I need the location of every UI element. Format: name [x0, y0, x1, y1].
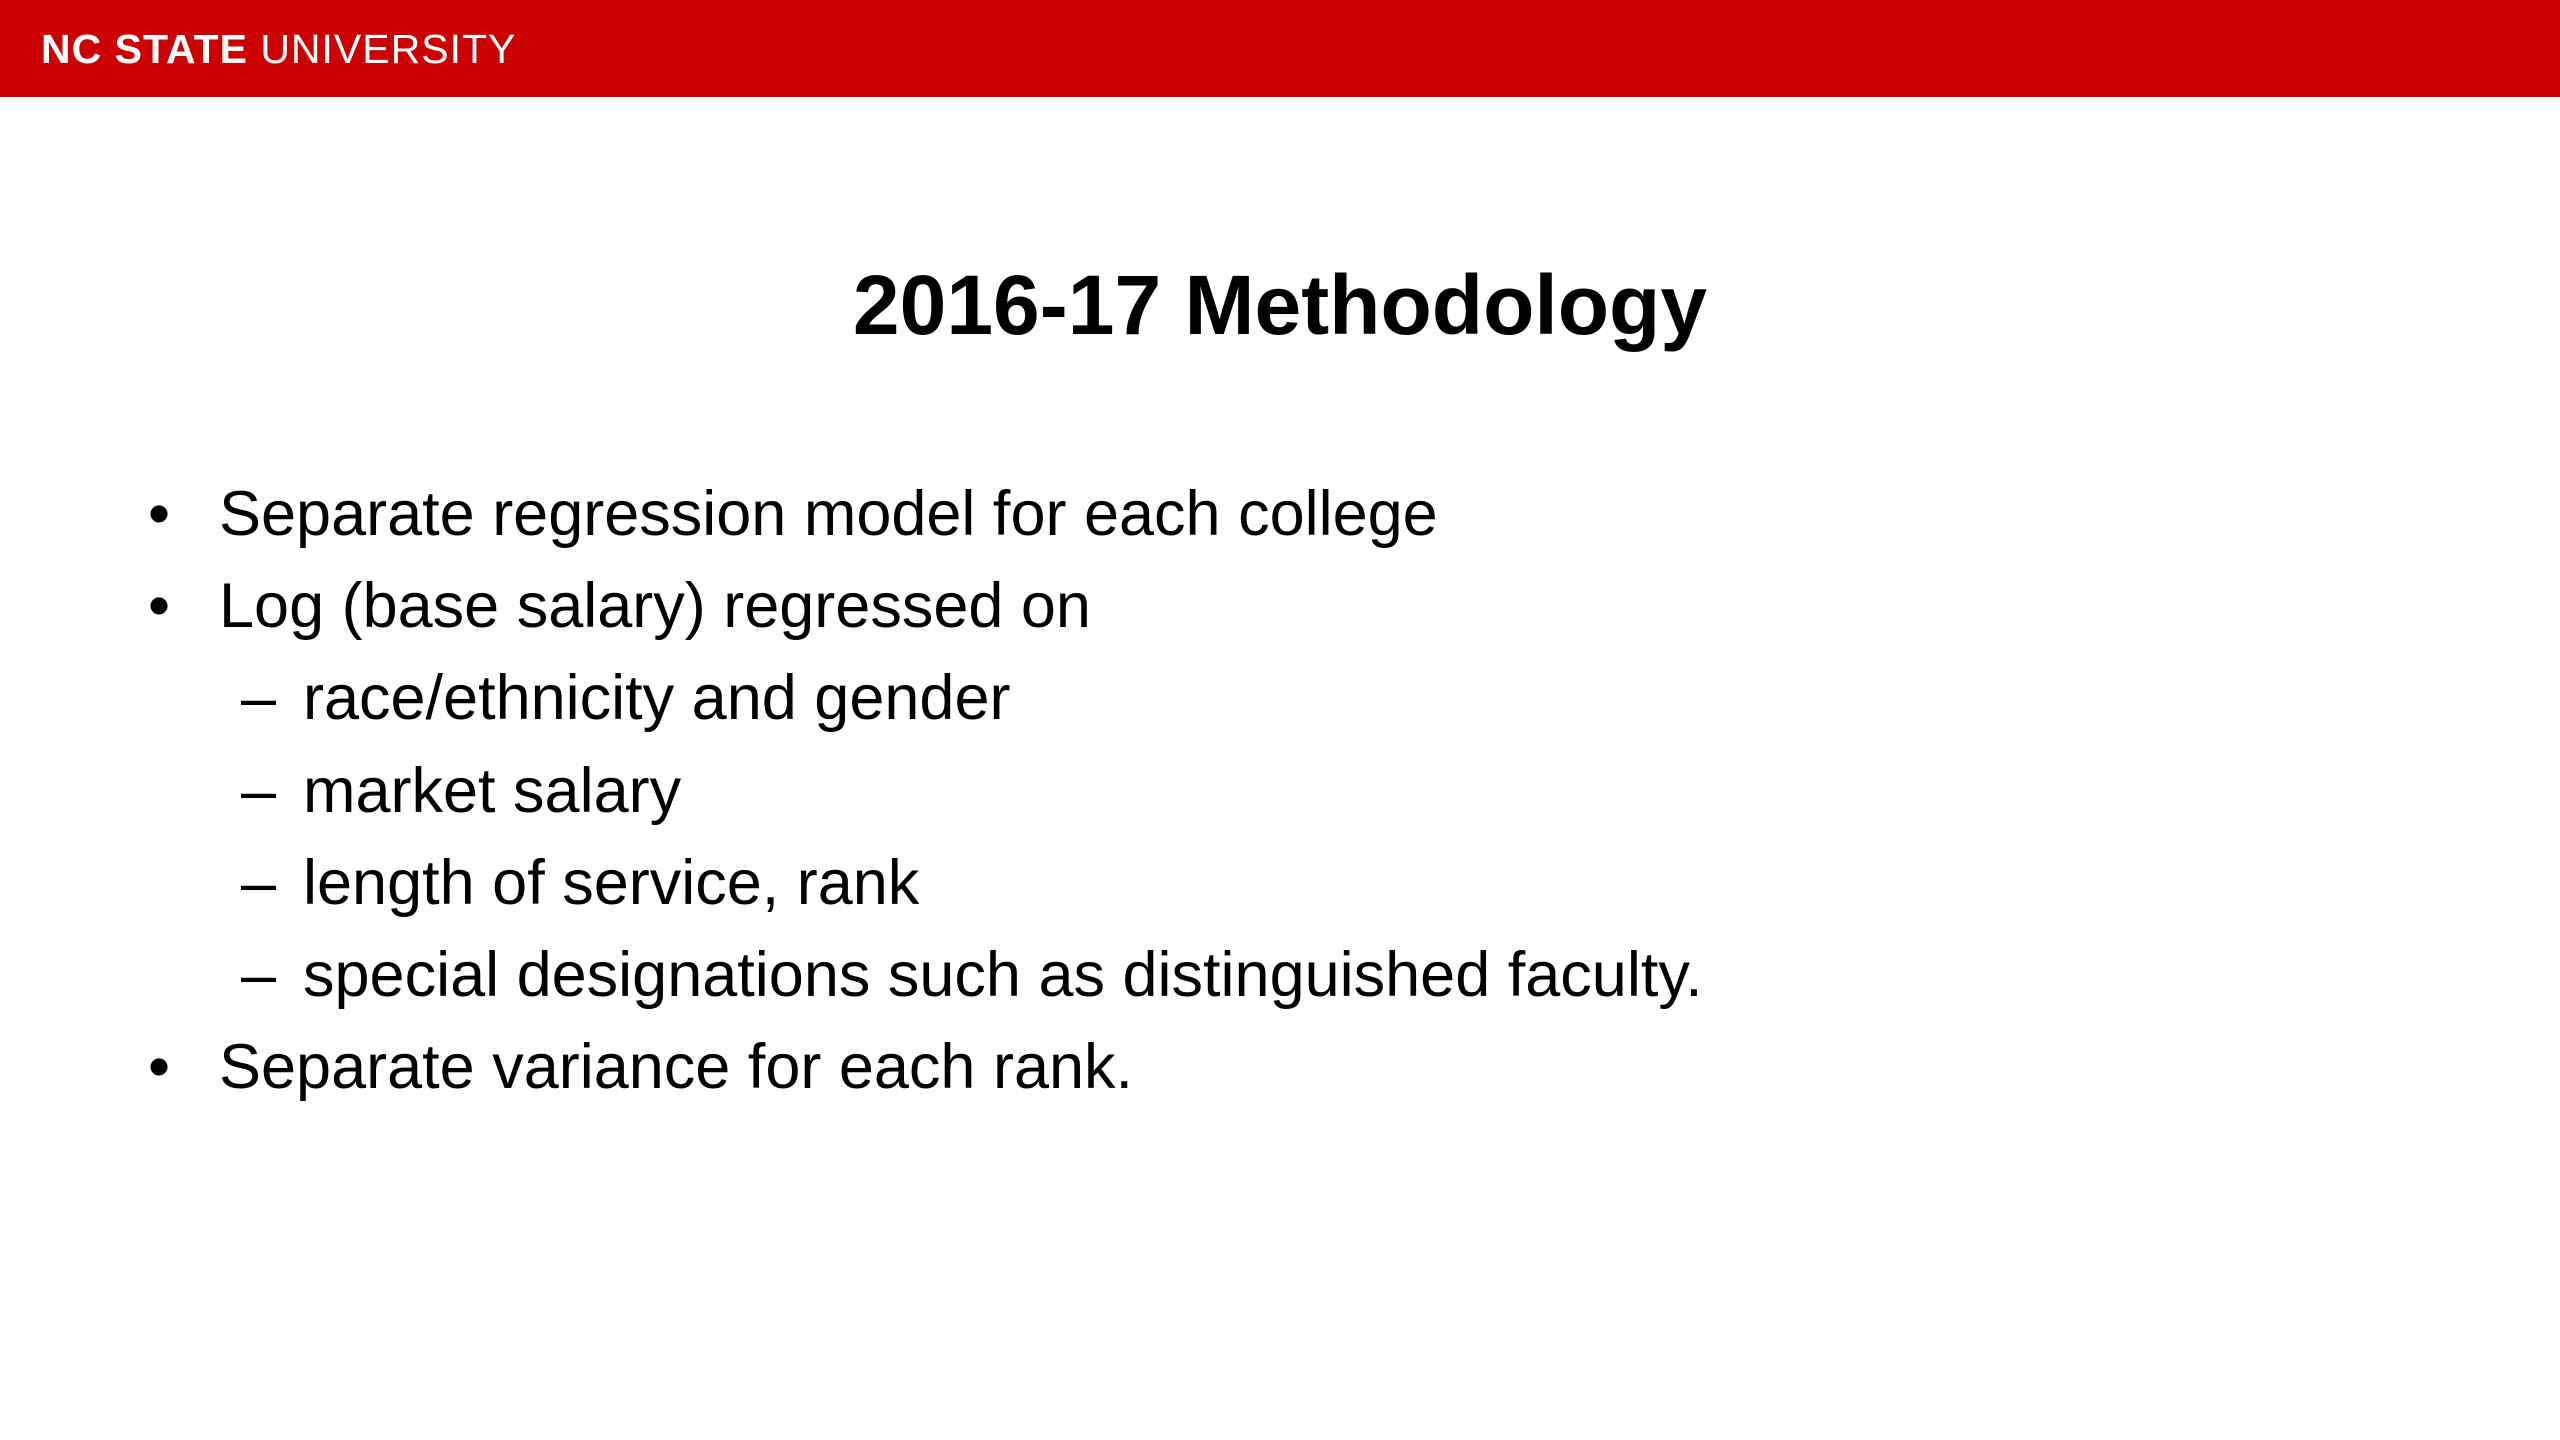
bullet-item: Separate regression model for each college: [219, 479, 1438, 549]
logo-light-text: UNIVERSITY: [247, 26, 517, 72]
bullet-marker: •: [148, 479, 171, 549]
bullet-marker: •: [148, 1032, 171, 1102]
sub-bullet-marker: –: [241, 848, 277, 918]
bullet-item: Log (base salary) regressed on: [219, 571, 1091, 641]
sub-bullet-marker: –: [241, 940, 277, 1010]
sub-bullet-marker: –: [241, 663, 277, 733]
sub-bullet-item: length of service, rank: [303, 848, 920, 918]
sub-bullet-marker: –: [241, 756, 277, 826]
sub-bullet-item: market salary: [303, 756, 682, 826]
bullet-item: Separate variance for each rank.: [219, 1032, 1134, 1102]
bullet-marker: •: [148, 571, 171, 641]
sub-bullet-item: race/ethnicity and gender: [303, 663, 1011, 733]
logo-bold-text: NC STATE: [41, 26, 248, 72]
slide-title: 2016-17 Methodology: [852, 258, 1708, 352]
sub-bullet-item: special designations such as distinguished faculty.: [303, 940, 1703, 1010]
